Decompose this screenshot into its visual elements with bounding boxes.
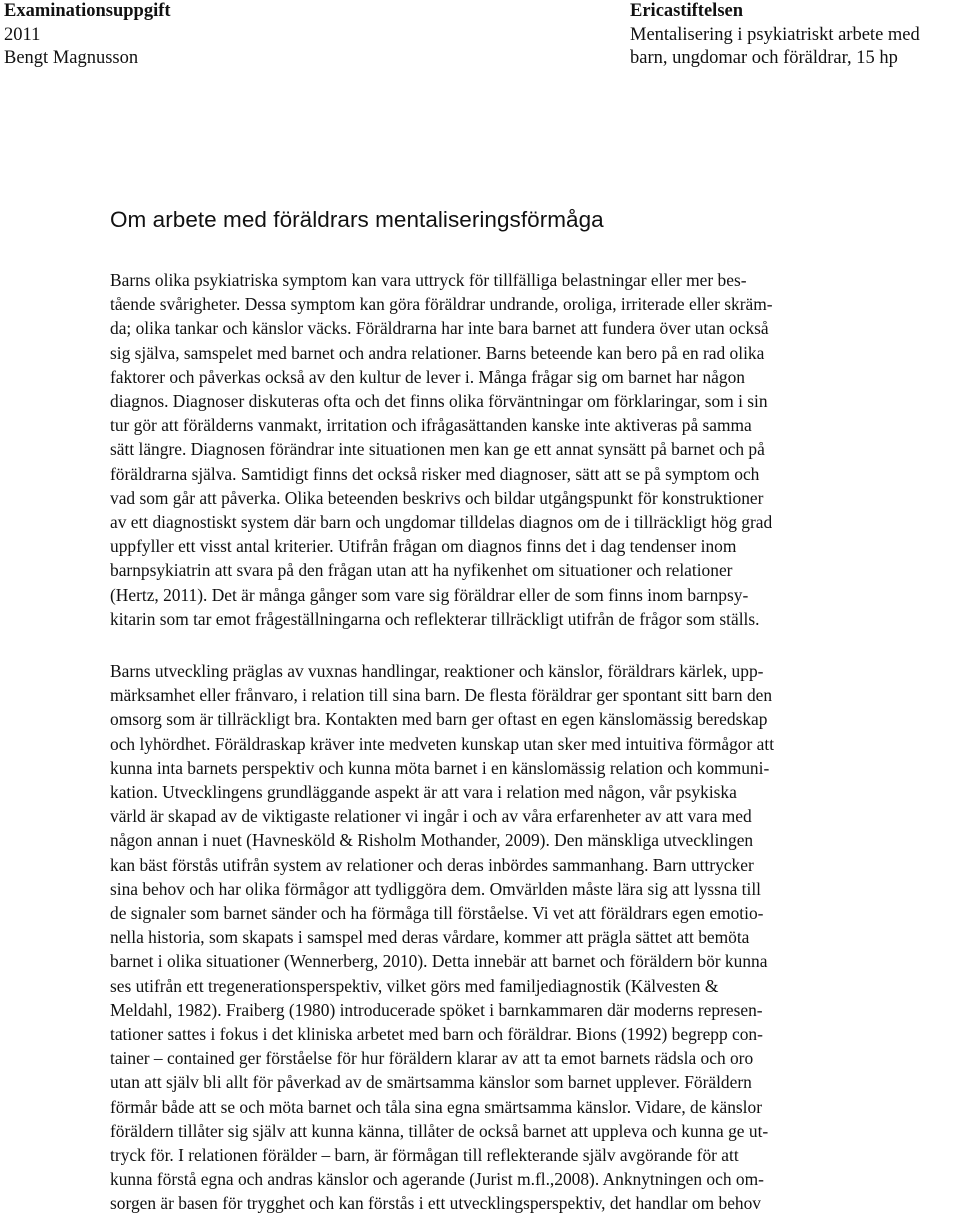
paragraph-2-line: omsorg som är tillräckligt bra. Kontakten med barn ger oftast en egen känslomässig beredskap <box>110 709 768 730</box>
paragraph-1-line: kitarin som tar emot frågeställningarna och reflekterar tillräckligt utifrån de frågor som ställs. <box>110 608 760 629</box>
paragraph-2-line: sorgen är basen för trygghet och kan förstås i ett utvecklingsperspektiv, det handlar om behov <box>110 1193 762 1214</box>
paragraph-1-line: Barns olika psykiatriska symptom kan vara uttryck för tillfälliga belastningar eller mer bes- <box>110 270 747 290</box>
header-course-name-cont: barn, ungdomar och föräldrar, 15 hp <box>630 48 898 68</box>
paragraph-2-line: kation. Utvecklingens grundläggande aspekt är att vara i relation med någon, vår psykiska <box>110 782 737 803</box>
paragraph-1-line: sig själva, samspelet med barnet och andra relationer. Barns beteende kan bero på en rad olika <box>110 342 765 363</box>
paragraph-1-line: faktorer och påverkas också av den kultur de lever i. Många frågar sig om barnet har någon <box>110 366 745 387</box>
paragraph-1-line: föräldrarna själva. Samtidigt finns det också risker med diagnoser, sätt att se på symptom och <box>110 463 760 484</box>
page-title: Om arbete med föräldrars mentaliseringsförmåga <box>110 207 604 232</box>
header-course-type: Examinationsuppgift <box>4 1 171 21</box>
paragraph-2-line: tryck för. I relationen förälder – barn, är förmågan till reflekterande själv avgörande för att <box>110 1145 739 1166</box>
paragraph-2-line: föräldern tillåter sig själv att kunna känna, tillåter de också barnet att uppleva och kunna ge ut- <box>110 1120 769 1141</box>
paragraph-1-line: tående svårigheter. Dessa symptom kan göra föräldrar undrande, oroliga, irriterade eller skräm- <box>110 294 773 315</box>
paragraph-2-line: nella historia, som skapats i samspel med deras vårdare, kommer att prägla sättet att bemöta <box>110 927 750 948</box>
paragraph-2-line: kan bäst förstås utifrån system av relationer och deras inbördes sammanhang. Barn uttrycker <box>110 854 754 875</box>
paragraph-2-line: de signaler som barnet sänder och ha förmåga till förståelse. Vi vet att föräldrars egen emotio- <box>110 903 764 924</box>
paragraph-2-line: Barns utveckling präglas av vuxnas handlingar, reaktioner och känslor, föräldrars kärlek, upp- <box>110 661 764 681</box>
paragraph-1-line: vad som går att påverka. Olika beteenden beskrivs och bildar utgångspunkt för konstruktioner <box>110 487 764 508</box>
paragraph-2-line: tationer sattes i fokus i det kliniska arbetet med barn och föräldrar. Bions (1992) begrepp con- <box>110 1024 763 1045</box>
paragraph-2-line: någon annan i nuet (Havnesköld & Risholm Mothander, 2009). Den mänskliga utvecklingen <box>110 830 754 851</box>
paragraph-1-line: uppfyller ett visst antal kriterier. Utifrån frågan om diagnos finns det i dag tendenser inom <box>110 536 737 557</box>
paragraph-2-line: kunna inta barnets perspektiv och kunna möta barnet i en känslomässig relation och kommuni- <box>110 757 770 778</box>
paragraph-2-line: och lyhördhet. Föräldraskap kräver inte medveten kunskap utan sker med intuitiva förmågor att <box>110 733 775 754</box>
paragraph-2 <box>110 659 910 1216</box>
paragraph-1-line: (Hertz, 2011). Det är många gånger som vare sig föräldrar eller de som finns inom barnpsy- <box>110 584 749 605</box>
paragraph-1-line: diagnos. Diagnoser diskuteras ofta och det finns olika förväntningar om förklaringar, som i sin <box>110 391 768 412</box>
paragraph-1-line: barnpsykiatrin att svara på den frågan utan att ha nyfikenhet om situationer och relationer <box>110 560 733 581</box>
paragraph-2-line: märksamhet eller frånvaro, i relation till sina barn. De flesta föräldrar ger spontant sitt barn den <box>110 685 773 706</box>
header-author: Bengt Magnusson <box>4 48 139 68</box>
paragraph-1-line: sätt längre. Diagnosen förändrar inte situationen men kan ge ett annat synsätt på barnet och på <box>110 439 765 460</box>
header-institution: Ericastiftelsen <box>630 1 744 21</box>
header-course-name: Mentalisering i psykiatriskt arbete med <box>630 24 920 45</box>
header-year: 2011 <box>4 24 41 45</box>
paragraph-2-line: ses utifrån ett tregenerationsperspektiv, vilket görs med familjediagnostik (Kälvesten & <box>110 975 719 996</box>
paragraph-2-line: värld är skapad av de viktigaste relationer vi ingår i och av våra erfarenheter av att vara med <box>110 806 752 827</box>
paragraph-1-line: av ett diagnostiskt system där barn och ungdomar tilldelas diagnos om de i tillräckligt hög grad <box>110 512 773 533</box>
paragraph-1-line: tur gör att förälderns vanmakt, irritation och ifrågasättanden kanske inte aktiveras på samma <box>110 415 752 436</box>
paragraph-1 <box>110 268 910 631</box>
paragraph-2-line: barnet i olika situationer (Wennerberg, 2010). Detta innebär att barnet och föräldern bör kunna <box>110 951 768 972</box>
header-left <box>4 0 171 71</box>
paragraph-2-line: tainer – contained ger förståelse för hur föräldern klarar av att ta emot barnets rädsla och oro <box>110 1048 754 1069</box>
paragraph-2-line: förmår både att se och möta barnet och tåla sina egna smärtsamma känslor. Vidare, de känslor <box>110 1096 763 1117</box>
paragraph-2-line: sina behov och har olika förmågor att tydliggöra dem. Omvärlden måste lära sig att lyssna till <box>110 878 762 899</box>
paragraph-1-line: da; olika tankar och känslor väcks. Föräldrarna har inte bara barnet att fundera över utan också <box>110 318 769 339</box>
paragraph-2-line: kunna förstå egna och andras känslor och agerande (Jurist m.fl.,2008). Anknytningen och om- <box>110 1169 764 1190</box>
paragraph-2-line: utan att själv bli allt för påverkad av de smärtsamma känslor som barnet upplever. Föräldern <box>110 1072 752 1093</box>
header-right <box>630 0 920 71</box>
paragraph-2-line: Meldahl, 1982). Fraiberg (1980) introducerade spöket i barnkammaren där moderns represen- <box>110 999 763 1020</box>
